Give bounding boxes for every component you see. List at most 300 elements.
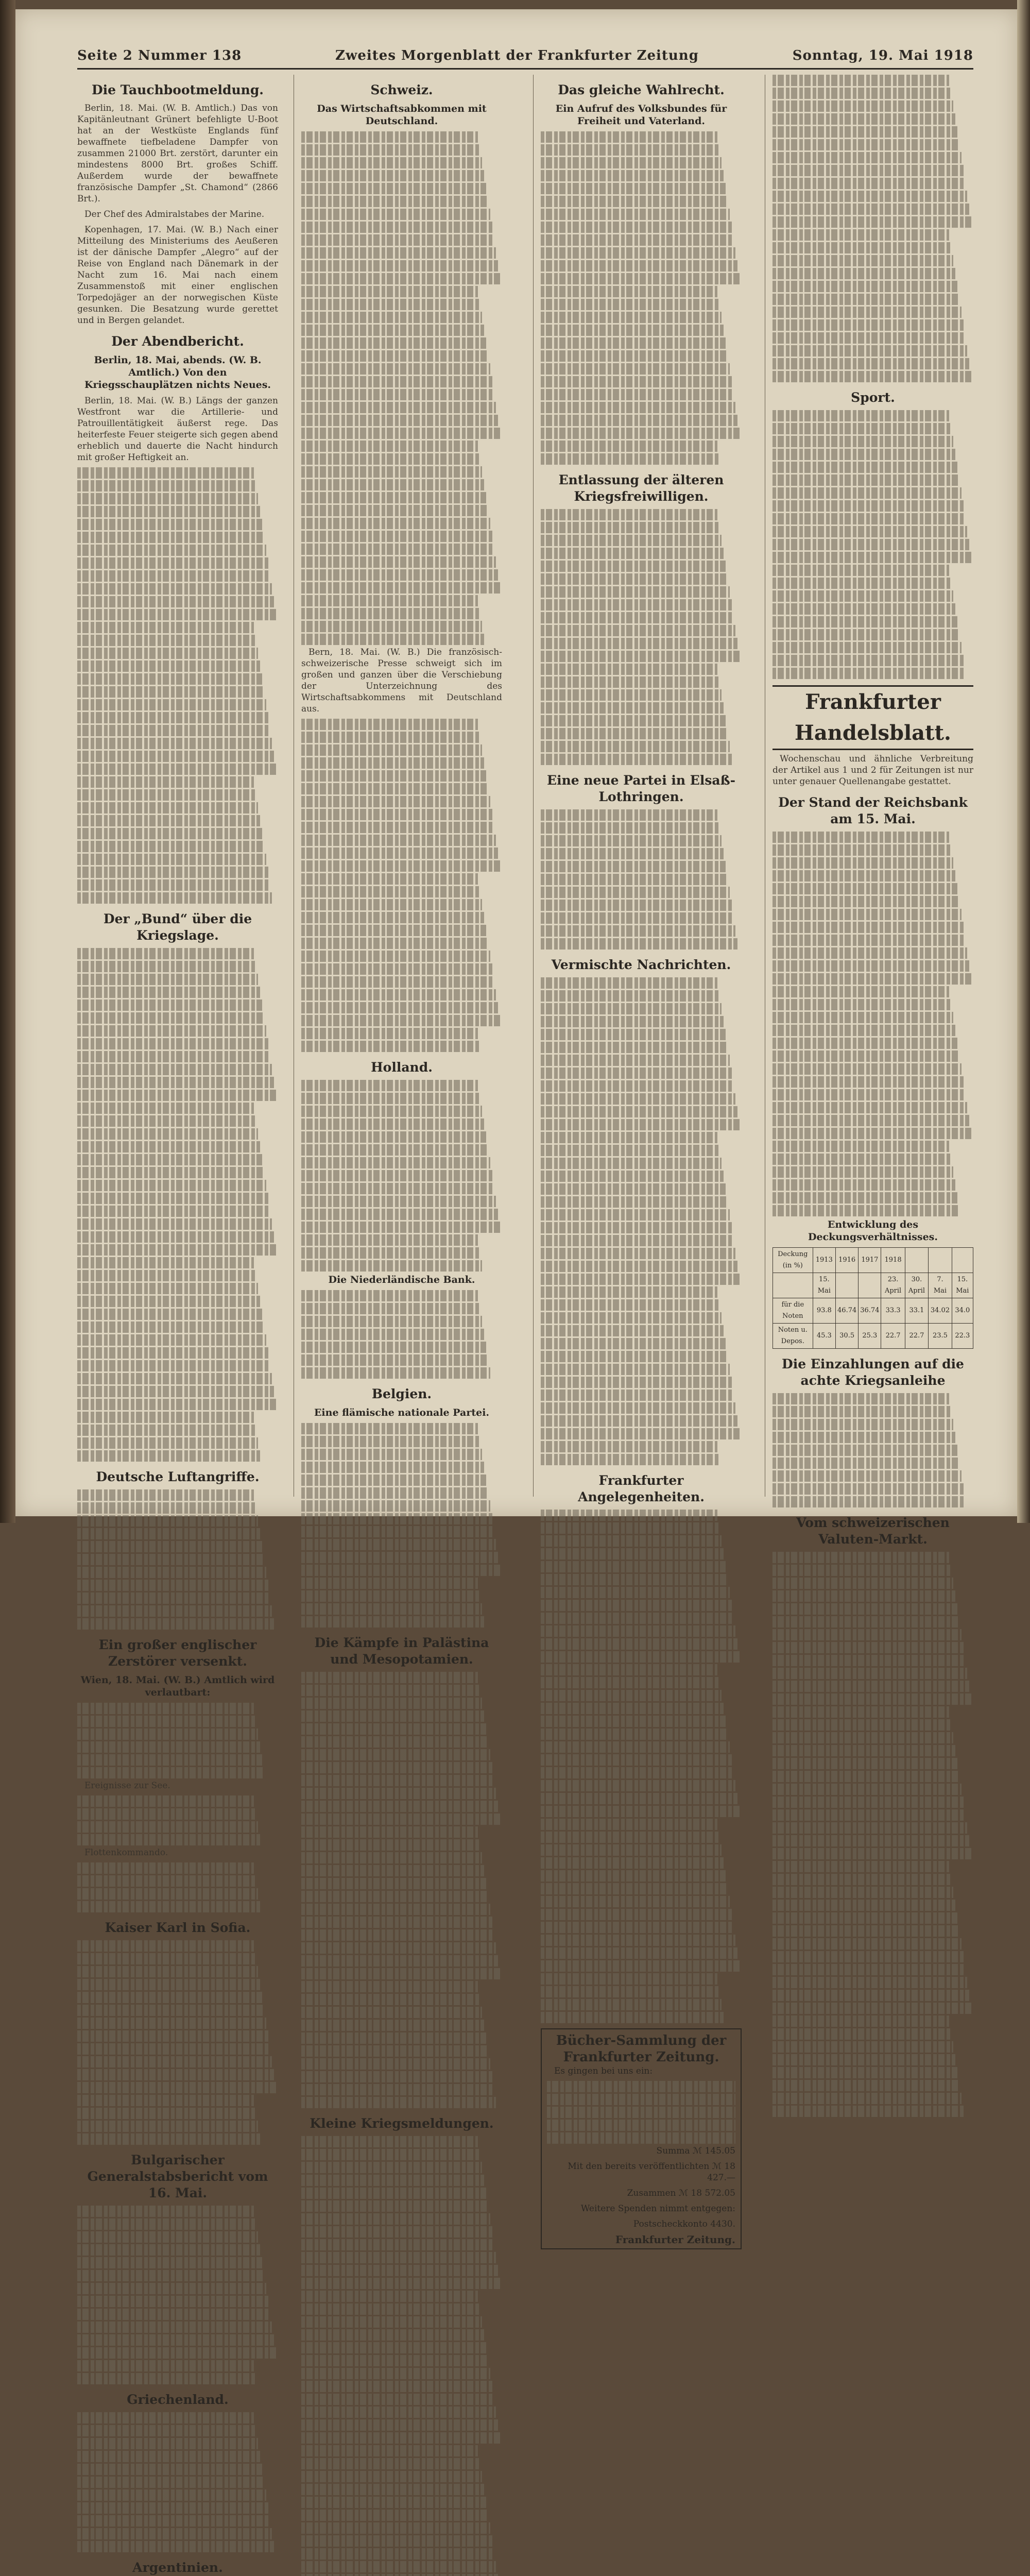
table-header-cell: 1917 [859, 1248, 881, 1273]
text-line [541, 1754, 732, 1766]
text-line [541, 1587, 730, 1598]
table-cell: 36.74 [859, 1298, 881, 1324]
text-line [772, 1179, 955, 1191]
table-row [773, 1298, 973, 1324]
illegible-text-block [77, 1795, 278, 1845]
text-line [77, 1373, 272, 1384]
illegible-text-block [772, 832, 973, 1216]
text-line [301, 1917, 492, 1928]
text-line [301, 873, 478, 885]
text-line [772, 1025, 955, 1036]
text-line [772, 1076, 964, 1088]
text-line [772, 255, 953, 266]
text-line [77, 1703, 254, 1714]
text-line [77, 1064, 272, 1075]
text-line [77, 1741, 260, 1753]
text-line [772, 294, 959, 305]
illegible-text-block [77, 2206, 278, 2384]
coverage-table [772, 1247, 973, 1349]
text-line [301, 2265, 498, 2276]
text-line [77, 1425, 256, 1436]
masthead [77, 45, 973, 66]
text-line [541, 1364, 730, 1375]
text-line [77, 699, 266, 710]
text-line [301, 492, 486, 503]
table-header-cell [905, 1248, 929, 1273]
text-line [541, 183, 726, 194]
text-line [301, 899, 482, 910]
text-line [301, 131, 478, 143]
text-line [541, 1209, 730, 1221]
text-line [301, 2355, 488, 2366]
text-line [77, 764, 276, 775]
text-line [77, 1567, 266, 1578]
text-line [301, 1552, 498, 1563]
text-line [772, 1784, 962, 1795]
article-subheadline: Das Wirtschaftsabkommen mit Deutschland. [317, 103, 487, 127]
text-line [77, 648, 258, 659]
text-line [77, 2043, 270, 2055]
text-line [77, 2451, 260, 2462]
text-line [541, 350, 728, 362]
text-line [301, 925, 486, 936]
text-line [772, 565, 949, 576]
text-line [301, 1826, 478, 1838]
text-line [77, 2412, 254, 2424]
text-line [541, 1235, 733, 1246]
text-line [77, 1450, 260, 1462]
text-line [541, 1677, 719, 1688]
text-line [301, 1891, 488, 1902]
article-headline: Frankfurter Angelegenheiten. [578, 1473, 705, 1504]
text-line [77, 1541, 262, 1552]
text-line [541, 222, 732, 233]
text-line [772, 1874, 951, 1885]
text-line [301, 951, 490, 962]
table-cell: 93.8 [813, 1298, 835, 1324]
text-line [301, 2007, 482, 2018]
text-line [541, 1441, 717, 1452]
text-line [301, 2432, 500, 2444]
text-line [77, 1103, 254, 1114]
text-line [301, 1955, 498, 1967]
text-line [301, 1462, 484, 1473]
text-line [301, 1080, 478, 1091]
text-line [77, 1618, 274, 1630]
text-line [541, 1029, 726, 1040]
text-line [541, 1415, 737, 1427]
text-line [301, 286, 478, 297]
text-line [301, 2045, 488, 2057]
table-cell: für die Noten [773, 1298, 813, 1324]
table-row [773, 1324, 973, 1349]
text-line [77, 1592, 270, 1604]
text-line [301, 1093, 480, 1104]
table-cell: 45.3 [813, 1324, 835, 1349]
text-line [301, 222, 492, 233]
text-line [301, 2510, 488, 2521]
text-line [301, 1367, 490, 1379]
text-line [301, 595, 478, 606]
text-line [301, 1685, 480, 1696]
text-line [77, 1077, 274, 1088]
text-line [772, 947, 967, 959]
text-line [77, 1218, 272, 1230]
text-line [77, 1296, 260, 1307]
text-line [541, 715, 726, 726]
text-line [301, 440, 478, 452]
text-line [541, 702, 724, 714]
text-line [541, 612, 733, 623]
text-line [541, 1299, 719, 1311]
text-line [301, 1222, 500, 1233]
text-line [541, 1870, 726, 1882]
text-line [301, 479, 484, 490]
text-line [541, 440, 717, 452]
text-line [77, 1821, 258, 1833]
text-line [772, 358, 969, 369]
text-line [772, 1809, 965, 1821]
text-line [301, 1590, 480, 1602]
text-line [772, 857, 953, 869]
text-line [772, 1458, 959, 1469]
illegible-text-block [301, 1290, 502, 1379]
text-line [301, 389, 494, 400]
text-line [301, 1234, 478, 1246]
text-line [772, 616, 957, 628]
text-line [541, 428, 740, 439]
text-line [77, 2515, 270, 2527]
table-cell: 34.02 [929, 1298, 952, 1324]
text-line [301, 1878, 486, 1889]
text-line [301, 2226, 492, 2238]
text-line [77, 2244, 260, 2256]
text-line [301, 299, 480, 310]
table-cell: 33.3 [881, 1298, 905, 1324]
text-line [77, 2502, 268, 2514]
text-line [77, 1399, 276, 1410]
text-line [301, 363, 490, 375]
text-line [77, 2030, 268, 2042]
text-line [77, 1795, 254, 1807]
table-header-cell: 1918 [881, 1248, 905, 1273]
text-line [301, 2200, 488, 2212]
column-2 [301, 75, 502, 2131]
text-line [772, 1406, 951, 1417]
text-line [772, 1603, 957, 1615]
text-line [772, 2015, 949, 2027]
illegible-text-block [772, 75, 973, 382]
text-line [301, 621, 482, 632]
text-line [541, 509, 717, 520]
text-line [541, 741, 730, 752]
text-line [77, 2206, 254, 2217]
box-line: Weitere Spenden nimmt entgegen: [580, 2204, 735, 2214]
text-line [541, 809, 717, 821]
article-paragraph: Flottenkommando. [84, 1848, 168, 1858]
illegible-text-block [541, 809, 742, 950]
text-line [541, 1312, 722, 1324]
text-line [77, 1953, 256, 1964]
text-line [301, 273, 500, 284]
text-line [772, 1629, 962, 1640]
table-cell: Noten u. Depos. [773, 1324, 813, 1349]
text-line [301, 1449, 482, 1460]
article-paragraph: Bern, 18. Mai. (W. B.) Die französisch-schweizerische Presse schweigt sich im großen und ganzen über die Verschiebung der Unterzeichnung des Wirtschaftsabkommens mit Deutschland aus. [301, 647, 502, 714]
text-line [772, 332, 965, 344]
text-line [77, 2133, 260, 2145]
article-headline: Der Stand der Reichsbank am 15. Mai. [778, 795, 968, 826]
text-line [541, 1286, 717, 1298]
text-line [77, 2477, 264, 2488]
article-headline: Ein großer englischer Zerstörer versenkt. [98, 1637, 257, 1669]
text-line [301, 2136, 478, 2147]
text-line [77, 867, 268, 878]
text-line [541, 1947, 737, 1959]
text-line [77, 1090, 276, 1101]
text-line [301, 2329, 484, 2341]
text-line [541, 1548, 724, 1560]
text-line [77, 1051, 270, 1062]
article-headline: Kleine Kriegsmeldungen. [310, 2116, 494, 2131]
text-line [541, 337, 726, 349]
text-line [77, 1728, 258, 1740]
text-line [541, 1377, 732, 1388]
text-line [77, 1309, 262, 1320]
text-line [772, 1938, 962, 1950]
text-line [772, 1483, 964, 1495]
text-line [301, 466, 482, 478]
text-line [772, 474, 959, 486]
article-headline: Schweiz. [370, 82, 433, 97]
text-line [301, 2175, 484, 2186]
text-line [77, 776, 254, 788]
text-line [541, 453, 719, 465]
text-line [541, 1325, 724, 1336]
table-header-cell: 1913 [813, 1248, 835, 1273]
text-line [541, 638, 737, 649]
text-line [772, 1951, 964, 1962]
text-line [541, 1261, 737, 1272]
illegible-text-block [77, 1489, 278, 1630]
text-line [772, 1719, 951, 1731]
text-line [301, 1436, 480, 1447]
text-line [301, 1616, 484, 1628]
text-line [541, 625, 735, 636]
text-line [541, 1960, 740, 1972]
box-text: Es gingen bei uns ein: [554, 2066, 653, 2076]
box-line: Zusammen ℳ 18 572.05 [627, 2188, 735, 2198]
text-line [772, 629, 959, 640]
text-line [541, 325, 724, 336]
table-subheader-cell: 23. April [881, 1273, 905, 1298]
text-line [541, 573, 728, 585]
column-4 [772, 75, 973, 1547]
article-headline: Kaiser Karl in Sofia. [105, 1920, 251, 1935]
article-headline: Vom schweizerischen Valuten-Markt. [796, 1515, 950, 1547]
text-line [301, 1247, 480, 1259]
illegible-text-block [301, 2136, 502, 2576]
article-paragraph: Kopenhagen, 17. Mai. (W. B.) Nach einer Mitteilung des Ministeriums des Aeußeren ist der dänische Dampfer „Alegro“ auf der Reise von England nach Dänemark in der Nacht zum 16. Mai nach einem Zusammenstoß mit einer englischen Torpedojäger an der norwegischen Küste gesunken. Die Besatzung wurde gerettet und in Bergen gelandet. [77, 225, 278, 326]
text-line [772, 655, 964, 666]
text-line [77, 802, 258, 814]
text-line [301, 1303, 480, 1314]
text-line [541, 1767, 733, 1778]
article-headline: Die Tauchbootmeldung. [91, 82, 264, 97]
text-line [541, 1067, 732, 1079]
text-line [541, 1389, 733, 1401]
table-subheader-cell: 15. Mai [813, 1273, 835, 1298]
text-line [301, 1144, 488, 1156]
article-subheadline: Ein Aufruf des Volksbundes für Freiheit und Vaterland. [555, 103, 727, 127]
text-line [772, 75, 949, 86]
text-line [541, 1832, 719, 1843]
text-line [301, 770, 486, 782]
page-number: Seite 2 Nummer 138 [77, 48, 242, 63]
text-line [301, 1698, 482, 1709]
text-line [772, 1578, 953, 1589]
text-line [77, 2121, 258, 2132]
column-1 [77, 75, 278, 2575]
text-line [301, 582, 500, 594]
text-line [301, 1183, 494, 1194]
text-line [772, 909, 962, 920]
table-subheader-cell: 15. Mai [952, 1273, 973, 1298]
text-line [301, 183, 486, 194]
text-line [77, 660, 260, 672]
text-line [301, 2278, 500, 2289]
text-line [772, 2067, 957, 2078]
text-line [301, 1106, 482, 1117]
text-line [77, 2270, 264, 2281]
text-line [301, 1290, 478, 1301]
text-line [301, 1131, 486, 1143]
text-line [301, 505, 488, 516]
text-line [772, 88, 951, 99]
text-line [77, 1360, 270, 1371]
text-line [772, 539, 969, 550]
text-line [77, 2528, 272, 2539]
illegible-text-block [547, 2081, 735, 2144]
text-line [301, 2522, 490, 2534]
table-subheader-cell [836, 1273, 859, 1298]
text-line [541, 1106, 737, 1117]
text-line [541, 273, 740, 284]
text-line [77, 1321, 264, 1333]
article-paragraph: Der Chef des Admiralstabes der Marine. [84, 209, 265, 219]
text-line [541, 1402, 735, 1414]
text-line [772, 500, 964, 512]
text-line [772, 1642, 964, 1653]
text-line [301, 989, 496, 1001]
article-headline: Bulgarischer Generalstabsbericht vom 16. Mai. [87, 2153, 268, 2200]
text-line [301, 2071, 492, 2082]
text-line [772, 165, 964, 176]
text-line [301, 822, 494, 833]
text-line [77, 1038, 268, 1049]
text-line [77, 2005, 264, 2016]
text-line [301, 2548, 494, 2560]
text-line [541, 586, 730, 598]
text-line [541, 1857, 724, 1869]
text-line [772, 1128, 971, 1139]
text-line [301, 1260, 482, 1272]
text-line [301, 1723, 486, 1735]
text-line [541, 1158, 722, 1169]
text-line [772, 1192, 957, 1204]
text-line [772, 2054, 955, 2065]
text-line [772, 1835, 969, 1846]
text-line [772, 1166, 953, 1178]
text-line [301, 1196, 496, 1207]
text-line [77, 1515, 258, 1527]
text-line [301, 402, 496, 413]
text-line [541, 131, 717, 143]
text-line [301, 376, 492, 387]
table-cell: 46.74 [836, 1298, 859, 1324]
text-line [301, 757, 484, 769]
text-line [301, 234, 494, 246]
text-line [772, 1655, 965, 1666]
text-line [772, 126, 957, 138]
text-line [541, 286, 717, 297]
text-line [772, 1900, 955, 1911]
text-line [772, 578, 951, 589]
text-line [77, 1901, 260, 1912]
text-line [77, 686, 264, 698]
text-line [77, 519, 262, 530]
text-line [301, 796, 490, 807]
text-line [772, 229, 949, 241]
table-cell: 25.3 [859, 1324, 881, 1349]
text-line [541, 1171, 724, 1182]
text-line [301, 2058, 490, 2070]
text-line [541, 599, 732, 611]
text-line [77, 506, 260, 517]
text-line [77, 815, 260, 826]
text-line [77, 570, 270, 582]
text-line [77, 1283, 258, 1294]
article-subheadline: Die Niederländische Bank. [328, 1274, 475, 1285]
text-line [541, 1003, 722, 1014]
text-line [541, 561, 726, 572]
text-line [772, 960, 969, 972]
text-line [772, 2028, 951, 2040]
text-line [301, 1157, 490, 1168]
text-line [77, 1193, 268, 1204]
text-line [301, 1994, 480, 2005]
text-line [772, 1797, 964, 1808]
text-line [772, 2106, 964, 2117]
text-line [77, 999, 262, 1011]
text-line [77, 948, 254, 959]
text-line [541, 990, 719, 1002]
text-line [77, 1206, 270, 1217]
text-line [77, 841, 264, 852]
box-line: Mit den bereits veröffentlichten ℳ 18 427.— [568, 2161, 735, 2183]
text-line [77, 1875, 256, 1887]
text-line [772, 832, 949, 843]
table-subheader-cell [773, 1273, 813, 1298]
text-line [301, 963, 492, 975]
column-divider [533, 75, 534, 1497]
text-line [772, 1925, 959, 1937]
article-headline: Entlassung der älteren Kriegsfreiwilligen. [558, 472, 724, 504]
text-line [541, 1690, 722, 1701]
text-line [772, 1050, 959, 1062]
text-line [772, 1419, 953, 1430]
text-line [77, 2108, 256, 2119]
